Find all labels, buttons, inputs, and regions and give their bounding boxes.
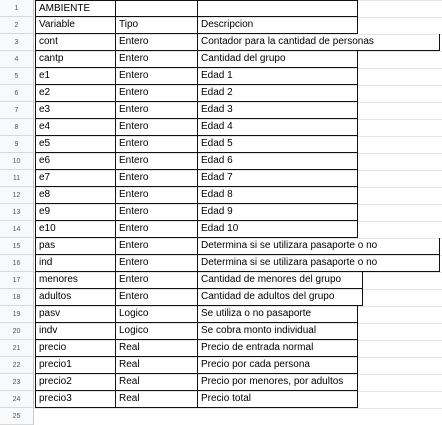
variable-cell[interactable]: e5	[35, 136, 116, 153]
table-row	[0, 136, 442, 153]
row-number[interactable]: 7	[0, 102, 34, 119]
table-row	[0, 374, 442, 391]
table-row	[0, 68, 442, 85]
table-row	[0, 255, 442, 272]
type-cell[interactable]: Real	[116, 357, 198, 374]
row-number[interactable]: 15	[0, 238, 34, 255]
description-cell[interactable]: Edad 8	[198, 187, 358, 204]
row-number[interactable]: 16	[0, 255, 34, 272]
row-number[interactable]: 6	[0, 85, 34, 102]
table-row	[0, 323, 442, 340]
variable-cell[interactable]: cont	[35, 34, 116, 51]
table-row	[0, 221, 442, 238]
description-cell[interactable]: Precio por menores, por adultos	[198, 374, 358, 391]
table-row	[0, 238, 442, 255]
description-cell[interactable]: Edad 5	[198, 136, 358, 153]
row-number[interactable]: 3	[0, 34, 34, 51]
table-row	[0, 306, 442, 323]
variable-cell[interactable]: precio2	[35, 374, 116, 391]
type-cell[interactable]: Entero	[116, 68, 198, 85]
type-cell[interactable]: Entero	[116, 187, 198, 204]
type-cell[interactable]: Real	[116, 391, 198, 408]
table-row	[0, 119, 442, 136]
description-cell[interactable]: Edad 4	[198, 119, 358, 136]
description-cell[interactable]: Edad 10	[198, 221, 358, 238]
variable-cell[interactable]: e9	[35, 204, 116, 221]
description-cell[interactable]: Se cobra monto individual	[198, 323, 358, 340]
table-row	[0, 204, 442, 221]
row-number[interactable]: 19	[0, 306, 34, 323]
variable-cell[interactable]: e4	[35, 119, 116, 136]
description-cell[interactable]: Edad 1	[198, 68, 358, 85]
type-cell[interactable]: Entero	[116, 34, 198, 51]
type-cell[interactable]	[116, 408, 198, 425]
description-cell[interactable]: Edad 2	[198, 85, 358, 102]
description-cell[interactable]: Edad 3	[198, 102, 358, 119]
table-row	[0, 153, 442, 170]
row-number[interactable]: 14	[0, 221, 34, 238]
table-row	[0, 357, 442, 374]
variable-cell[interactable]: AMBIENTE	[35, 0, 116, 17]
row-number[interactable]: 10	[0, 153, 34, 170]
row-number[interactable]: 8	[0, 119, 34, 136]
variable-cell[interactable]: precio3	[35, 391, 116, 408]
type-cell[interactable]: Entero	[116, 204, 198, 221]
row-number[interactable]: 17	[0, 272, 34, 289]
table-row	[0, 408, 442, 425]
variable-cell[interactable]: indv	[35, 323, 116, 340]
description-cell[interactable]: Determina si se utilizara pasaporte o no	[198, 238, 440, 255]
table-row	[0, 51, 442, 68]
variable-cell[interactable]: e3	[35, 102, 116, 119]
variable-cell[interactable]: pasv	[35, 306, 116, 323]
variable-cell[interactable]: e1	[35, 68, 116, 85]
description-cell[interactable]: Precio por cada persona	[198, 357, 358, 374]
row-number[interactable]: 22	[0, 357, 34, 374]
table-row	[0, 17, 442, 34]
type-cell[interactable]: Entero	[116, 170, 198, 187]
table-row	[0, 85, 442, 102]
variable-cell[interactable]: e2	[35, 85, 116, 102]
type-cell[interactable]: Entero	[116, 85, 198, 102]
variable-cell[interactable]: e7	[35, 170, 116, 187]
variable-cell[interactable]: cantp	[35, 51, 116, 68]
variable-cell[interactable]: precio1	[35, 357, 116, 374]
row-number[interactable]: 21	[0, 340, 34, 357]
type-cell[interactable]: Entero	[116, 119, 198, 136]
row-number[interactable]: 13	[0, 204, 34, 221]
row-number[interactable]: 24	[0, 391, 34, 408]
description-cell[interactable]: Se utiliza o no pasaporte	[198, 306, 358, 323]
table-row	[0, 391, 442, 408]
type-cell[interactable]: Entero	[116, 102, 198, 119]
description-cell[interactable]	[198, 408, 358, 425]
type-cell[interactable]: Logico	[116, 306, 198, 323]
description-cell[interactable]	[198, 0, 358, 17]
type-cell[interactable]: Entero	[116, 255, 198, 272]
variable-cell[interactable]: Variable	[35, 17, 116, 34]
type-cell[interactable]: Entero	[116, 221, 198, 238]
variable-cell[interactable]: ind	[35, 255, 116, 272]
table-row	[0, 187, 442, 204]
row-number[interactable]: 9	[0, 136, 34, 153]
description-cell[interactable]: Determina si se utilizara pasaporte o no	[198, 255, 440, 272]
type-cell[interactable]: Real	[116, 374, 198, 391]
type-cell[interactable]: Entero	[116, 272, 198, 289]
description-cell[interactable]: Cantidad de adultos del grupo	[198, 289, 363, 306]
row-number[interactable]: 23	[0, 374, 34, 391]
table-row	[0, 34, 442, 51]
row-number[interactable]: 2	[0, 17, 34, 34]
row-number[interactable]: 5	[0, 68, 34, 85]
row-number[interactable]: 4	[0, 51, 34, 68]
description-cell[interactable]: Precio total	[198, 391, 358, 408]
type-cell[interactable]: Entero	[116, 289, 198, 306]
variable-cell[interactable]	[35, 408, 116, 425]
row-number[interactable]: 1	[0, 0, 34, 17]
variable-cell[interactable]: e8	[35, 187, 116, 204]
table-row	[0, 340, 442, 357]
type-cell[interactable]: Real	[116, 340, 198, 357]
variable-cell[interactable]: menores	[35, 272, 116, 289]
table-row	[0, 102, 442, 119]
variable-cell[interactable]: e10	[35, 221, 116, 238]
variable-cell[interactable]: precio	[35, 340, 116, 357]
description-cell[interactable]: Edad 6	[198, 153, 358, 170]
description-cell[interactable]: Descripcion	[198, 17, 358, 34]
type-cell[interactable]: Entero	[116, 153, 198, 170]
row-number[interactable]: 12	[0, 187, 34, 204]
description-cell[interactable]: Contador para la cantidad de personas	[198, 34, 440, 51]
description-cell[interactable]: Precio de entrada normal	[198, 340, 358, 357]
variable-cell[interactable]: pas	[35, 238, 116, 255]
row-number[interactable]: 25	[0, 408, 34, 425]
type-cell[interactable]	[116, 0, 198, 17]
type-cell[interactable]: Entero	[116, 136, 198, 153]
description-cell[interactable]: Edad 7	[198, 170, 358, 187]
row-number[interactable]: 20	[0, 323, 34, 340]
type-cell[interactable]: Tipo	[116, 17, 198, 34]
variable-cell[interactable]: adultos	[35, 289, 116, 306]
row-number[interactable]: 18	[0, 289, 34, 306]
description-cell[interactable]: Cantidad del grupo	[198, 51, 358, 68]
table-row	[0, 272, 442, 289]
row-number[interactable]: 11	[0, 170, 34, 187]
type-cell[interactable]: Logico	[116, 323, 198, 340]
description-cell[interactable]: Cantidad de menores del grupo	[198, 272, 363, 289]
description-cell[interactable]: Edad 9	[198, 204, 358, 221]
type-cell[interactable]: Entero	[116, 238, 198, 255]
variable-cell[interactable]: e6	[35, 153, 116, 170]
table-row	[0, 0, 442, 17]
type-cell[interactable]: Entero	[116, 51, 198, 68]
table-row	[0, 289, 442, 306]
table-row	[0, 170, 442, 187]
